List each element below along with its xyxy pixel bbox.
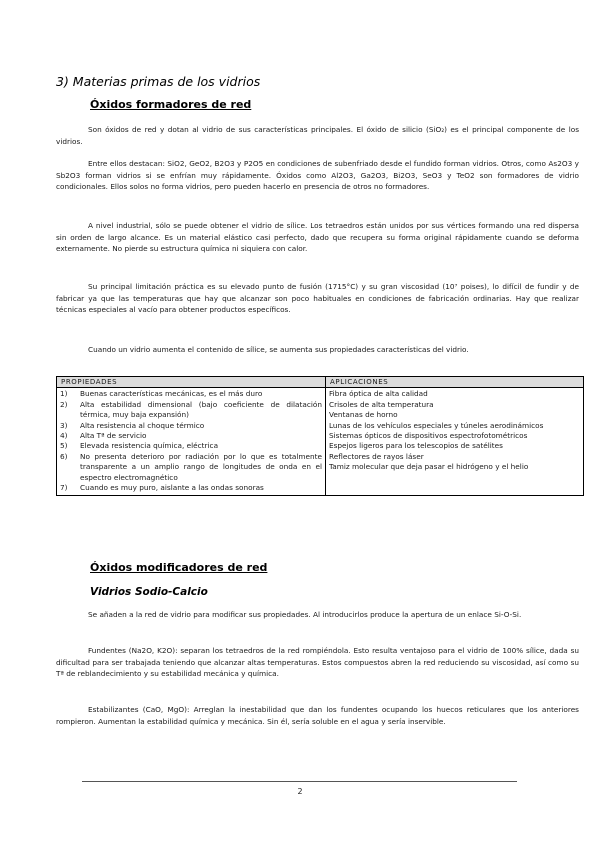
vidrios-sodio-calcio-heading: Vidrios Sodio-Calcio	[90, 586, 208, 598]
formadores-paragraph-1: Son óxidos de red y dotan al vidrio de sus características principales. El óxido de silicio (SiO₂) es el principal componente de los vidrios.	[56, 125, 579, 146]
application-item: Ventanas de horno	[329, 410, 398, 420]
property-number: 2)	[60, 399, 68, 409]
formadores-paragraph-4: Su principal limitación práctica es su elevado punto de fusión (1715°C) y su gran viscosidad (10⁷ poises), lo difícil de fundir y de fabricar ya que las temperaturas que hay que alcanzar son poco habituales en condiciones de fabricación ordinarias. Hay que realizar técnicas especiales al vacío para obtener productos específicos.	[56, 282, 579, 314]
modificadores-paragraph-1: Se añaden a la red de vidrio para modificar sus propiedades. Al introducirlos produce la apertura de un enlace Si-O-Si.	[88, 610, 522, 619]
applications-list	[329, 389, 580, 472]
formadores-heading: Óxidos formadores de red	[90, 98, 252, 111]
property-text: Alta estabilidad dimensional (bajo coeficiente de dilatación térmica, muy baja expansión)	[80, 399, 322, 420]
property-text: Alta resistencia al choque térmico	[80, 420, 205, 430]
application-item: Lunas de los vehículos especiales y túneles aerodinámicos	[329, 420, 544, 430]
property-item	[60, 421, 322, 431]
property-item	[60, 389, 322, 399]
modificadores-paragraph-2: Fundentes (Na2O, K2O): separan los tetraedros de la red rompiéndola. Esto resulta ventajoso para el vidrio de 100% sílice, dada su dificultad para ser trabajada teniendo que alcanzar altas temperaturas. Estos compuestos abren la red reduciendo su viscosidad, así como su Tª de reblandecimiento y su estabilidad mecánica y química.	[56, 646, 579, 678]
property-number: 5)	[60, 441, 68, 451]
property-text: Alta Tª de servicio	[80, 431, 147, 441]
application-item: Sistemas ópticos de dispositivos espectrofotométricos	[329, 431, 528, 441]
formadores-paragraph-2: Entre ellos destacan: SiO2, GeO2, B2O3 y P2O5 en condiciones de subenfriado desde el fundido forman vidrios. Otros, como As2O3 y Sb2O3 forman vidrios si se enfrían muy rápidamente. Óxidos como Al2O3, Ga2O3, Bi2O3, SeO3 y TeO2 son formadores de vidrio condicionales. Ellos solos no forma vidrios, pero pueden hacerlo en presencia de otros no formadores.	[56, 159, 579, 191]
application-item: Espejos ligeros para los telescopios de satélites	[329, 441, 503, 451]
property-number: 4)	[60, 431, 68, 441]
formadores-paragraph-5: Cuando un vidrio aumenta el contenido de sílice, se aumenta sus propiedades características del vidrio.	[88, 345, 469, 354]
application-item: Reflectores de rayos láser	[329, 451, 424, 461]
header-propiedades: PROPIEDADES	[57, 377, 326, 388]
property-item	[60, 431, 322, 441]
application-item: Fibra óptica de alta calidad	[329, 389, 428, 399]
modificadores-heading: Óxidos modificadores de red	[90, 561, 268, 574]
formadores-paragraph-3: A nivel industrial, sólo se puede obtener el vidrio de sílice. Los tetraedros están unidos por sus vértices formando una red dispersa sin orden de largo alcance. Es un material elástico casi perfecto, dado que recupera su forma original rápidamente cuando se deforma externamente. No pierde su estructura química ni siquiera con calor.	[56, 221, 579, 253]
property-item	[60, 400, 322, 421]
property-number: 6)	[60, 451, 68, 461]
section-title: 3) Materias primas de los vidrios	[56, 74, 261, 89]
properties-cell	[57, 388, 326, 496]
properties-list	[60, 389, 322, 493]
property-text: No presenta deterioro por radiación por lo que es totalmente transparente a un amplio rango de longitudes de onda en el espectro electromagnético	[80, 451, 322, 482]
header-aplicaciones: APLICACIONES	[326, 377, 584, 388]
application-item: Tamiz molecular que deja pasar el hidrógeno y el helio	[329, 462, 529, 472]
footer-divider	[82, 781, 517, 782]
applications-cell	[326, 388, 584, 496]
property-text: Buenas características mecánicas, es el más duro	[80, 389, 263, 399]
property-number: 3)	[60, 420, 68, 430]
property-item	[60, 441, 322, 451]
property-item	[60, 452, 322, 483]
page-number: 2	[297, 787, 303, 796]
property-number: 7)	[60, 483, 68, 493]
property-number: 1)	[60, 389, 68, 399]
modificadores-paragraph-3: Estabilizantes (CaO, MgO): Arreglan la inestabilidad que dan los fundentes ocupando los huecos reticulares que los anteriores rompieron. Aumentan la estabilidad química y mecánica. Sin él, sería soluble en el agua y sería inservible.	[56, 705, 579, 726]
application-item: Crisoles de alta temperatura	[329, 399, 434, 409]
properties-table	[56, 376, 584, 496]
property-item	[60, 483, 322, 493]
property-text: Cuando es muy puro, aislante a las ondas sonoras	[80, 483, 264, 493]
property-text: Elevada resistencia química, eléctrica	[80, 441, 219, 451]
